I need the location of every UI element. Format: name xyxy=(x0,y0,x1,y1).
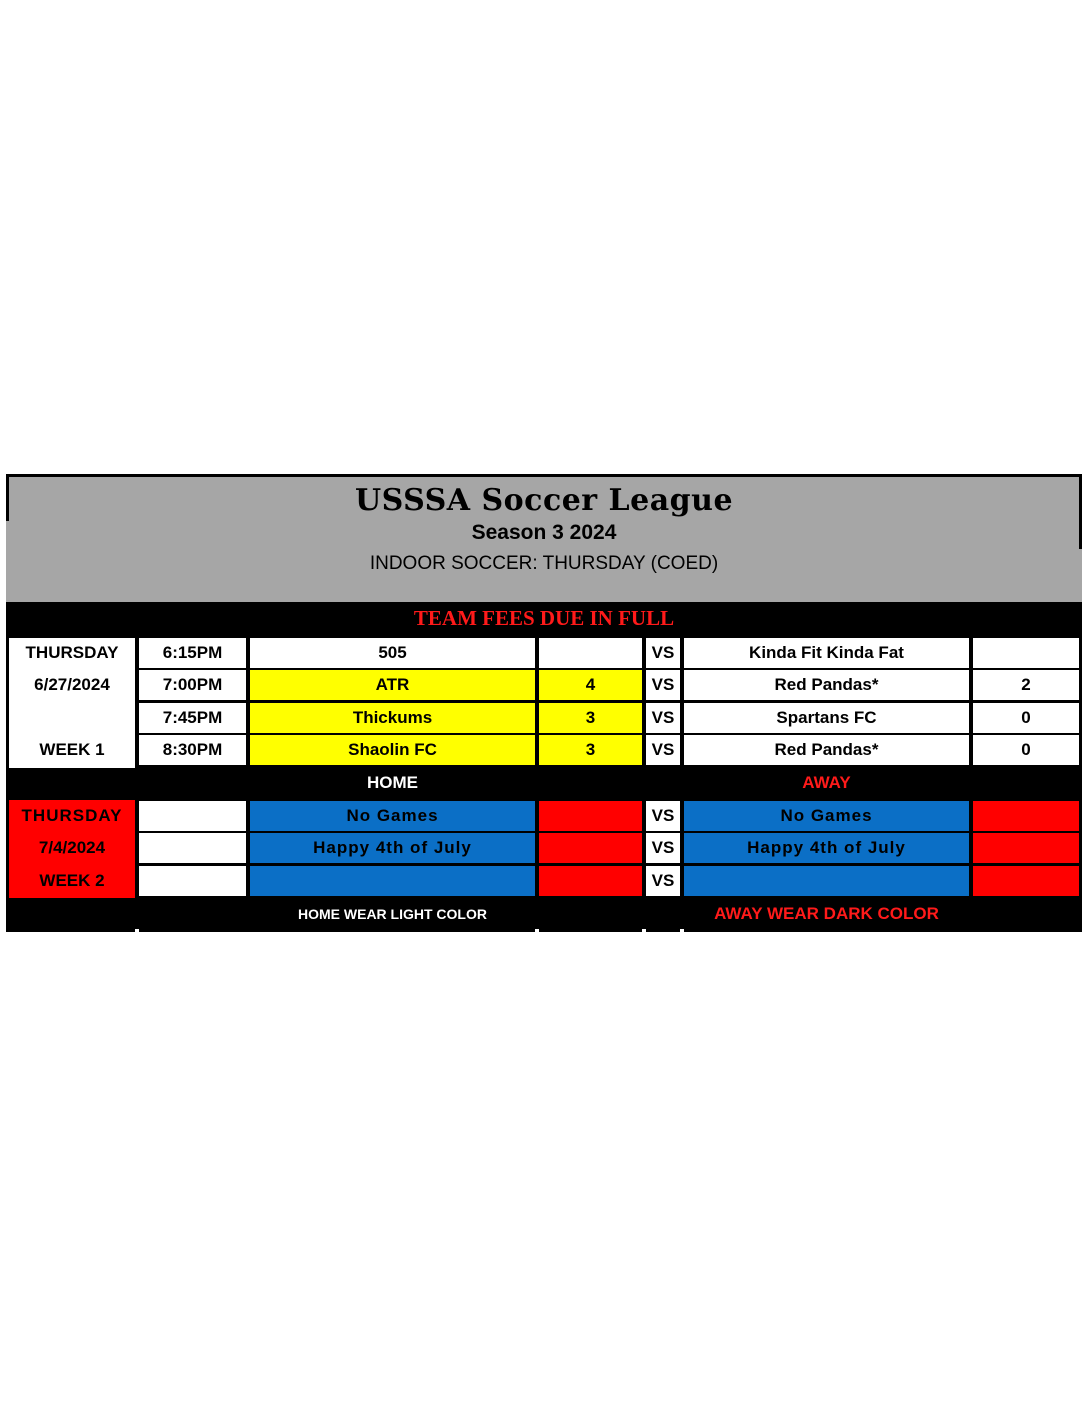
home-score: 3 xyxy=(539,735,642,765)
vs-label: VS xyxy=(646,638,680,668)
away-wear-note: AWAY WEAR DARK COLOR xyxy=(714,904,939,923)
fees-notice: TEAM FEES DUE IN FULL xyxy=(413,606,675,630)
home-score xyxy=(539,833,642,863)
home-team: Happy 4th of July xyxy=(250,833,535,863)
vs-label: VS xyxy=(646,670,680,700)
game-time xyxy=(139,866,246,896)
away-team: No Games xyxy=(684,801,969,831)
home-team: Thickums xyxy=(250,703,535,733)
footer-gap xyxy=(642,929,646,932)
away-score: 0 xyxy=(973,703,1079,733)
away-team: Red Pandas* xyxy=(684,670,969,700)
week2-date: 7/4/2024 xyxy=(38,838,106,857)
away-team: Happy 4th of July xyxy=(684,833,969,863)
week1-week: WEEK 1 xyxy=(39,740,105,759)
week2-week: WEEK 2 xyxy=(39,871,105,890)
vs-label: VS xyxy=(646,735,680,765)
home-team: No Games xyxy=(250,801,535,831)
schedule-sheet xyxy=(6,474,1082,932)
vs-label: VS xyxy=(646,866,680,896)
footer-gap xyxy=(535,929,539,932)
away-score xyxy=(973,638,1079,668)
away-team xyxy=(684,866,969,896)
footer-gap xyxy=(680,929,684,932)
home-wear-note: HOME WEAR LIGHT COLOR xyxy=(298,906,487,922)
game-time: 6:15PM xyxy=(139,638,246,668)
away-score: 2 xyxy=(973,670,1079,700)
week2-day: THURSDAY xyxy=(21,806,123,825)
league-title: USSSA Soccer League xyxy=(354,483,734,518)
game-time xyxy=(139,833,246,863)
away-team: Kinda Fit Kinda Fat xyxy=(684,638,969,668)
home-team: ATR xyxy=(250,670,535,700)
game-time: 7:00PM xyxy=(139,670,246,700)
home-team: 505 xyxy=(250,638,535,668)
footer-gap xyxy=(135,929,139,932)
home-team xyxy=(250,866,535,896)
week1-day: THURSDAY xyxy=(25,643,119,662)
home-score xyxy=(539,866,642,896)
vs-label: VS xyxy=(646,703,680,733)
fees-banner xyxy=(6,602,1082,636)
away-team: Red Pandas* xyxy=(684,735,969,765)
header-band xyxy=(6,474,1082,602)
home-score: 4 xyxy=(539,670,642,700)
away-column-label: AWAY xyxy=(802,773,851,792)
game-time xyxy=(139,801,246,831)
away-score xyxy=(973,833,1079,863)
vs-label: VS xyxy=(646,833,680,863)
season-title: Season 3 2024 xyxy=(471,521,617,544)
home-team: Shaolin FC xyxy=(250,735,535,765)
week1-date: 6/27/2024 xyxy=(34,675,110,694)
away-score xyxy=(973,866,1079,896)
league-subtitle: INDOOR SOCCER: THURSDAY (COED) xyxy=(369,553,719,574)
game-time: 8:30PM xyxy=(139,735,246,765)
away-score: 0 xyxy=(973,735,1079,765)
home-score: 3 xyxy=(539,703,642,733)
away-team: Spartans FC xyxy=(684,703,969,733)
home-column-label: HOME xyxy=(367,773,418,792)
home-score xyxy=(539,801,642,831)
game-time: 7:45PM xyxy=(139,703,246,733)
away-score xyxy=(973,801,1079,831)
vs-label: VS xyxy=(646,801,680,831)
home-score xyxy=(539,638,642,668)
